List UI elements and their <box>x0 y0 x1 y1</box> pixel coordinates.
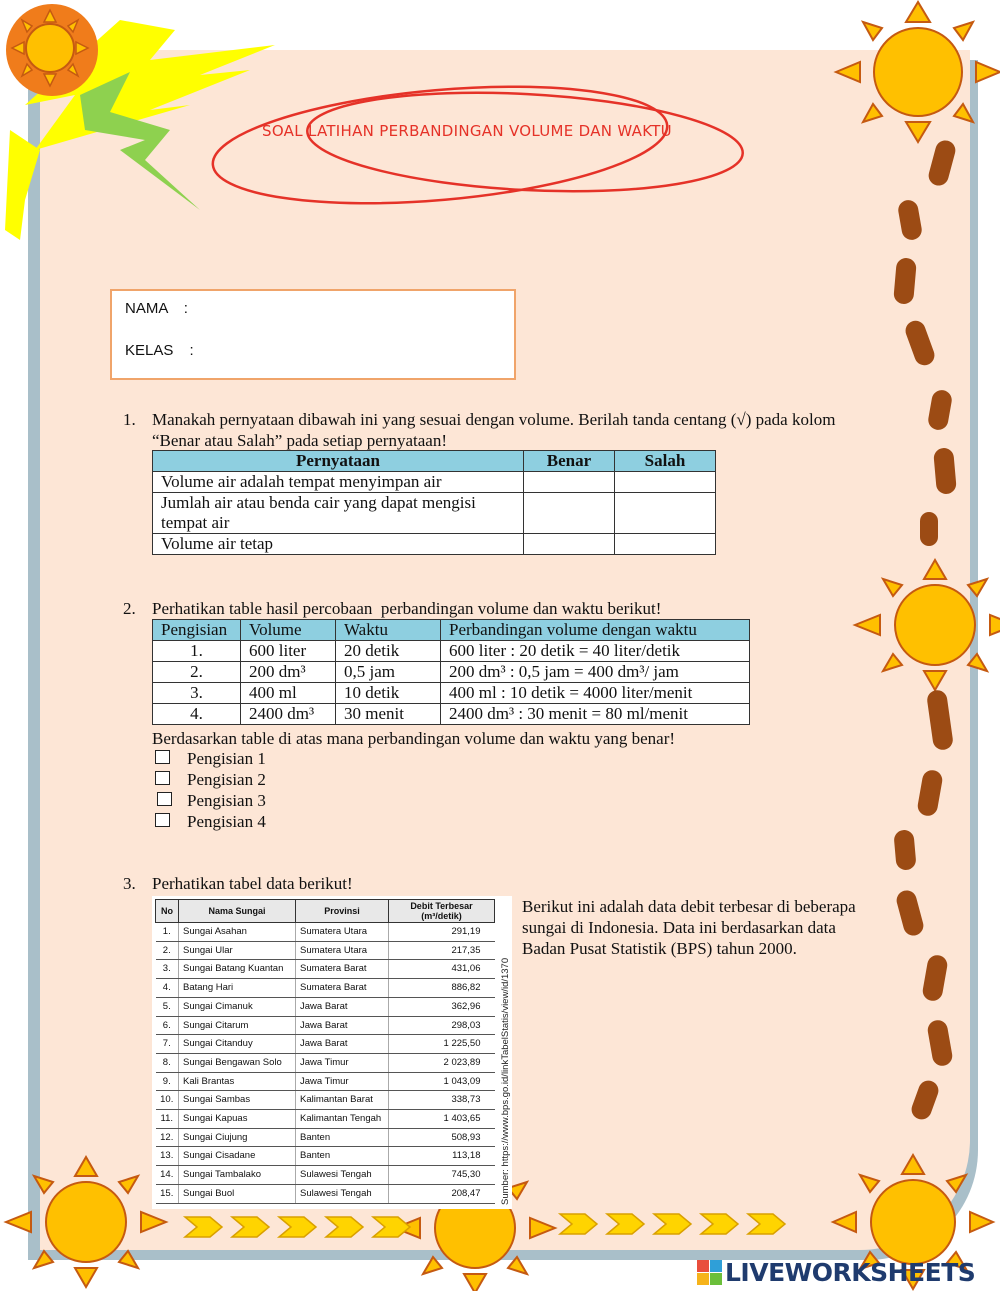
river-province: Banten <box>296 1147 389 1166</box>
river-discharge: 338,73 <box>389 1091 495 1110</box>
q1-header-row <box>153 451 716 472</box>
q1-true-cell[interactable] <box>524 534 615 555</box>
class-row <box>125 342 194 359</box>
q2-cell-time: 0,5 jam <box>336 662 441 683</box>
table-row <box>153 683 750 704</box>
checkbox-2[interactable] <box>155 771 170 785</box>
q3-header-province: Provinsi <box>296 900 389 923</box>
name-label: NAMA <box>125 300 168 317</box>
river-discharge: 1 043,09 <box>389 1072 495 1091</box>
river-discharge: 508,93 <box>389 1128 495 1147</box>
q1-text-line1: Manakah pernyataan dibawah ini yang sesuai dengan volume. Berilah tanda centang (√) pada kolom <box>152 410 836 429</box>
river-name: Sungai Kapuas <box>179 1110 296 1129</box>
river-name: Kali Brantas <box>179 1072 296 1091</box>
river-name: Sungai Ciujung <box>179 1128 296 1147</box>
option-item[interactable] <box>155 811 266 832</box>
river-province: Kalimantan Barat <box>296 1091 389 1110</box>
live-badge-icon <box>697 1260 723 1286</box>
q1-statement: Volume air tetap <box>153 534 524 555</box>
q3-river-table <box>155 899 495 1204</box>
table-row <box>156 941 495 960</box>
river-name: Sungai Bengawan Solo <box>179 1053 296 1072</box>
class-input[interactable] <box>197 341 497 363</box>
river-name: Sungai Tambalako <box>179 1166 296 1185</box>
table-row <box>153 534 716 555</box>
q3-description: Berikut ini adalah data debit terbesar di beberapa sungai di Indonesia. Data ini berdasarkan data Badan Pusat Statistik (BPS) tahun 2000. <box>522 897 856 958</box>
table-row <box>156 1128 495 1147</box>
river-no: 7. <box>156 1035 179 1054</box>
liveworksheets-logo <box>697 1258 975 1287</box>
river-discharge: 362,96 <box>389 997 495 1016</box>
option-label: Pengisian 1 <box>187 749 266 768</box>
river-discharge: 208,47 <box>389 1184 495 1203</box>
table-row <box>153 704 750 725</box>
river-discharge: 431,06 <box>389 960 495 979</box>
option-item[interactable] <box>155 748 266 769</box>
class-colon: : <box>189 342 194 359</box>
table-row <box>156 1166 495 1185</box>
river-discharge: 2 023,89 <box>389 1053 495 1072</box>
river-name: Sungai Sambas <box>179 1091 296 1110</box>
q3-header-discharge: Debit Terbesar (m³/detik) <box>389 900 495 923</box>
river-discharge: 217,35 <box>389 941 495 960</box>
class-label: KELAS <box>125 342 174 359</box>
river-no: 4. <box>156 979 179 998</box>
q2-cell-volume: 2400 dm³ <box>241 704 336 725</box>
q1-text-line2: “Benar atau Salah” pada setiap pernyataan! <box>152 431 447 450</box>
river-province: Sumatera Utara <box>296 941 389 960</box>
table-row <box>153 472 716 493</box>
option-item[interactable] <box>155 769 266 790</box>
q2-cell-time: 30 menit <box>336 704 441 725</box>
table-row <box>156 1184 495 1203</box>
checkbox-4[interactable] <box>155 813 170 827</box>
q2-cell-no: 2. <box>153 662 241 683</box>
option-label: Pengisian 4 <box>187 812 266 831</box>
river-province: Jawa Timur <box>296 1053 389 1072</box>
river-province: Sumatera Barat <box>296 960 389 979</box>
q2-header-filling: Pengisian <box>153 620 241 641</box>
q1-false-cell[interactable] <box>615 534 716 555</box>
river-province: Jawa Timur <box>296 1072 389 1091</box>
q2-cell-ratio: 200 dm³ : 0,5 jam = 400 dm³/ jam <box>441 662 750 683</box>
river-name: Sungai Buol <box>179 1184 296 1203</box>
table-row <box>153 662 750 683</box>
q2-cell-time: 20 detik <box>336 641 441 662</box>
river-province: Jawa Barat <box>296 997 389 1016</box>
q1-true-cell[interactable] <box>524 493 615 534</box>
q2-text: Perhatikan table hasil percobaan perbandingan volume dan waktu berikut! <box>152 599 662 618</box>
river-name: Sungai Cisadane <box>179 1147 296 1166</box>
river-province: Sulawesi Tengah <box>296 1166 389 1185</box>
river-no: 15. <box>156 1184 179 1203</box>
river-no: 10. <box>156 1091 179 1110</box>
table-row <box>156 1035 495 1054</box>
q1-number: 1. <box>123 410 136 429</box>
q1-false-cell[interactable] <box>615 472 716 493</box>
q1-header-true: Benar <box>524 451 615 472</box>
q2-cell-ratio: 600 liter : 20 detik = 40 liter/detik <box>441 641 750 662</box>
q1-false-cell[interactable] <box>615 493 716 534</box>
river-no: 2. <box>156 941 179 960</box>
river-no: 9. <box>156 1072 179 1091</box>
river-no: 1. <box>156 923 179 942</box>
q2-cell-no: 3. <box>153 683 241 704</box>
q2-cell-volume: 200 dm³ <box>241 662 336 683</box>
river-no: 13. <box>156 1147 179 1166</box>
sun-middle-right-icon <box>855 560 1000 690</box>
table-row <box>156 979 495 998</box>
river-no: 3. <box>156 960 179 979</box>
river-name: Sungai Asahan <box>179 923 296 942</box>
river-no: 14. <box>156 1166 179 1185</box>
q2-cell-no: 1. <box>153 641 241 662</box>
sun-top-right-icon <box>836 2 1000 142</box>
option-item[interactable] <box>155 790 266 811</box>
student-info-box <box>110 289 516 380</box>
name-row <box>125 300 188 317</box>
river-province: Sumatera Utara <box>296 923 389 942</box>
q2-cell-time: 10 detik <box>336 683 441 704</box>
river-discharge: 298,03 <box>389 1016 495 1035</box>
river-no: 11. <box>156 1110 179 1129</box>
q1-header-false: Salah <box>615 451 716 472</box>
option-label: Pengisian 3 <box>187 791 266 810</box>
checkbox-1[interactable] <box>155 750 170 764</box>
q3-header-river: Nama Sungai <box>179 900 296 923</box>
table-row <box>156 960 495 979</box>
q2-header-volume: Volume <box>241 620 336 641</box>
table-row <box>156 1053 495 1072</box>
river-province: Banten <box>296 1128 389 1147</box>
table-row <box>156 923 495 942</box>
river-no: 8. <box>156 1053 179 1072</box>
q1-header-statement: Pernyataan <box>153 451 524 472</box>
q2-header-row <box>153 620 750 641</box>
river-name: Sungai Citanduy <box>179 1035 296 1054</box>
q2-cell-ratio: 400 ml : 10 detik = 4000 liter/menit <box>441 683 750 704</box>
river-name: Sungai Batang Kuantan <box>179 960 296 979</box>
q1-true-cell[interactable] <box>524 472 615 493</box>
river-no: 12. <box>156 1128 179 1147</box>
river-discharge: 113,18 <box>389 1147 495 1166</box>
river-discharge: 886,82 <box>389 979 495 998</box>
option-label: Pengisian 2 <box>187 770 266 789</box>
q2-table <box>152 619 750 725</box>
q1-statement: Volume air adalah tempat menyimpan air <box>153 472 524 493</box>
river-province: Sumatera Barat <box>296 979 389 998</box>
q3-number: 3. <box>123 874 136 893</box>
river-discharge: 291,19 <box>389 923 495 942</box>
table-row <box>156 1147 495 1166</box>
river-province: Jawa Barat <box>296 1035 389 1054</box>
q2-options <box>155 748 266 832</box>
sun-bottom-left-icon <box>6 1157 166 1287</box>
sun-top-left-icon <box>6 4 98 96</box>
page-title: SOAL LATIHAN PERBANDINGAN VOLUME DAN WAKTU <box>262 122 672 140</box>
q2-number: 2. <box>123 599 136 618</box>
lightning-small-icon <box>5 130 40 240</box>
q2-cell-ratio: 2400 dm³ : 30 menit = 80 ml/menit <box>441 704 750 725</box>
river-discharge: 745,30 <box>389 1166 495 1185</box>
q2-header-time: Waktu <box>336 620 441 641</box>
logo-text: LIVEWORKSHEETS <box>725 1258 976 1287</box>
river-name: Sungai Cimanuk <box>179 997 296 1016</box>
q2-question: Berdasarkan table di atas mana perbandingan volume dan waktu yang benar! <box>152 729 676 748</box>
river-province: Kalimantan Tengah <box>296 1110 389 1129</box>
q2-cell-volume: 400 ml <box>241 683 336 704</box>
table-row <box>153 493 716 534</box>
river-discharge: 1 403,65 <box>389 1110 495 1129</box>
q3-header-no: No <box>156 900 179 923</box>
river-no: 6. <box>156 1016 179 1035</box>
q3-source: Sumber: https://www.bps.go.id/linkTabelStatis/view/id/1370 <box>500 957 511 1205</box>
name-input[interactable] <box>197 299 497 321</box>
river-name: Batang Hari <box>179 979 296 998</box>
table-row <box>153 641 750 662</box>
q2-cell-no: 4. <box>153 704 241 725</box>
q3-table-body <box>156 923 495 1204</box>
table-row <box>156 1072 495 1091</box>
q1-statement: Jumlah air atau benda cair yang dapat mengisi tempat air <box>153 493 524 534</box>
river-province: Sulawesi Tengah <box>296 1184 389 1203</box>
table-row <box>156 1110 495 1129</box>
checkbox-3[interactable] <box>157 792 172 806</box>
table-row <box>156 997 495 1016</box>
q1-table <box>152 450 716 555</box>
q3-text: Perhatikan tabel data berikut! <box>152 874 353 893</box>
river-no: 5. <box>156 997 179 1016</box>
table-row <box>156 1016 495 1035</box>
river-province: Jawa Barat <box>296 1016 389 1035</box>
q3-header-row <box>156 900 495 923</box>
name-colon: : <box>183 300 188 317</box>
river-name: Sungai Citarum <box>179 1016 296 1035</box>
q2-header-ratio: Perbandingan volume dengan waktu <box>441 620 750 641</box>
q2-cell-volume: 600 liter <box>241 641 336 662</box>
table-row <box>156 1091 495 1110</box>
river-discharge: 1 225,50 <box>389 1035 495 1054</box>
river-name: Sungai Ular <box>179 941 296 960</box>
